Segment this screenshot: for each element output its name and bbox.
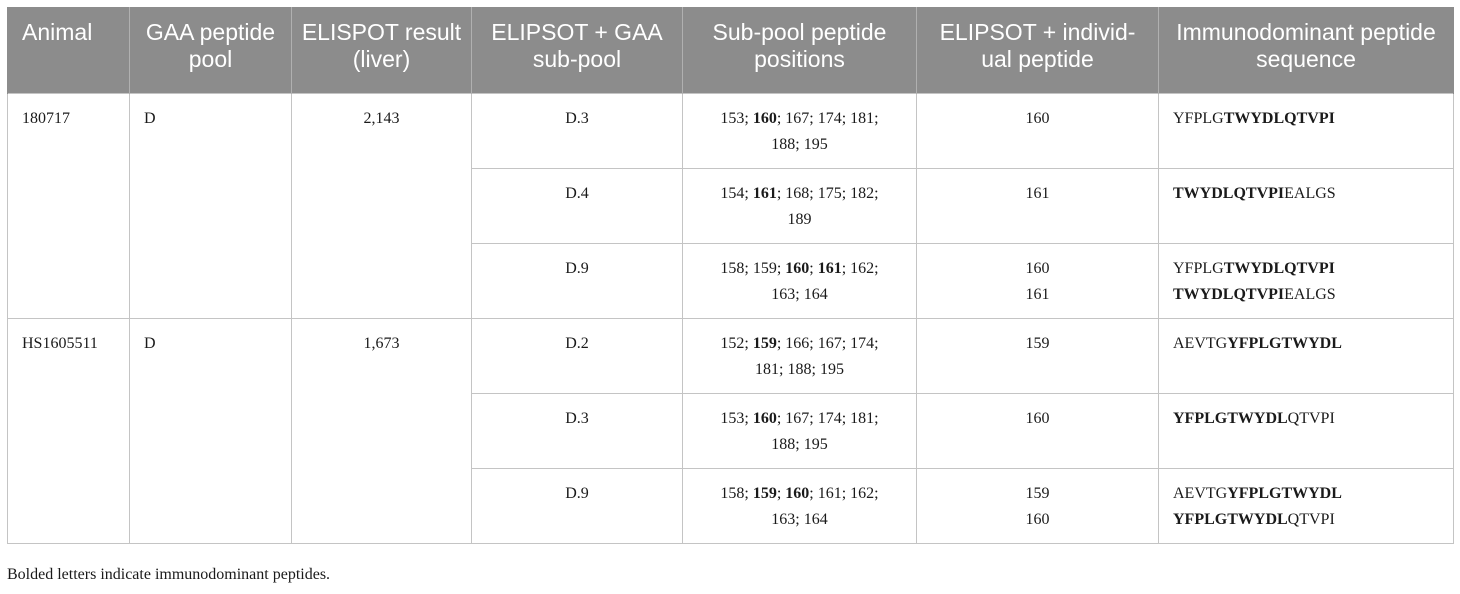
- header-subpool-positions: Sub-pool peptide positions: [683, 7, 917, 93]
- sequence-cell: [1159, 318, 1454, 393]
- sequence-line: [1173, 282, 1443, 308]
- text-segment: 188; 195: [771, 135, 828, 153]
- individual-cell: [917, 168, 1159, 243]
- results-table: [7, 7, 1454, 544]
- text-segment: 152;: [720, 334, 753, 352]
- sequence-cell: [1159, 93, 1454, 168]
- text-segment: QTVPI: [1287, 409, 1335, 427]
- table-body: [8, 93, 1454, 543]
- sequence-line: [1173, 481, 1443, 507]
- bold-segment: YFPLGTWYDL: [1227, 484, 1342, 502]
- positions-line: [693, 207, 906, 233]
- text-segment: 181; 188; 195: [755, 360, 844, 378]
- text-segment: 153;: [720, 109, 753, 127]
- table-footnote: Bolded letters indicate immunodominant peptides.: [7, 566, 331, 583]
- pool-cell: D: [130, 93, 292, 318]
- sequence-cell: [1159, 393, 1454, 468]
- individual-value: 160: [1025, 409, 1050, 427]
- positions-cell: [683, 468, 917, 543]
- bold-segment: 159: [752, 484, 777, 502]
- sequence-line: [1173, 256, 1443, 282]
- header-animal: Animal: [8, 7, 130, 93]
- positions-line: [693, 181, 906, 207]
- pool-cell: D: [130, 318, 292, 543]
- animal-cell: 180717: [8, 93, 130, 318]
- text-segment: 189: [787, 210, 812, 228]
- individual-cell: [917, 393, 1159, 468]
- bold-segment: TWYDLQTVPI: [1173, 285, 1285, 303]
- individual-cell: [917, 93, 1159, 168]
- bold-segment: YFPLGTWYDL: [1173, 510, 1288, 528]
- individual-value: 159: [1025, 334, 1050, 352]
- sequence-line: [1173, 507, 1443, 533]
- header-elispot-result: ELISPOT result (liver): [292, 7, 472, 93]
- individual-cell: [917, 318, 1159, 393]
- text-segment: ; 167; 174; 181;: [776, 409, 879, 427]
- positions-line: [693, 432, 906, 458]
- individual-value: 160: [1025, 109, 1050, 127]
- header-elipsot-individual: ELIPSOT + individ-ual peptide: [917, 7, 1159, 93]
- bold-segment: 161: [752, 184, 777, 202]
- positions-line: [693, 256, 906, 282]
- individual-value: 160: [1025, 510, 1050, 528]
- text-segment: YFPLG: [1173, 109, 1224, 127]
- bold-segment: 160: [752, 409, 777, 427]
- animal-cell: HS1605511: [8, 318, 130, 543]
- positions-line: [693, 106, 906, 132]
- bold-segment: YFPLGTWYDL: [1227, 334, 1342, 352]
- bold-segment: TWYDLQTVPI: [1223, 109, 1335, 127]
- text-segment: ; 161; 162;: [809, 484, 879, 502]
- table-container: [7, 7, 1453, 544]
- bold-segment: 160: [785, 484, 810, 502]
- header-gaa-peptide-pool: GAA peptide pool: [130, 7, 292, 93]
- positions-cell: [683, 243, 917, 318]
- header-immunodominant-sequence: Immunodominant peptide sequence: [1159, 7, 1454, 93]
- bold-segment: YFPLGTWYDL: [1173, 409, 1288, 427]
- subpool-cell: D.3: [472, 93, 683, 168]
- positions-line: [693, 357, 906, 383]
- text-segment: ; 168; 175; 182;: [776, 184, 879, 202]
- text-segment: 154;: [720, 184, 753, 202]
- individual-cell: [917, 243, 1159, 318]
- text-segment: QTVPI: [1287, 510, 1335, 528]
- bold-segment: TWYDLQTVPI: [1173, 184, 1285, 202]
- text-segment: ;: [776, 484, 786, 502]
- individual-value: 161: [1025, 285, 1050, 303]
- positions-line: [693, 331, 906, 357]
- sequence-cell: [1159, 243, 1454, 318]
- text-segment: 163; 164: [771, 285, 828, 303]
- sequence-line: [1173, 106, 1443, 132]
- bold-segment: 161: [817, 259, 842, 277]
- table-row: [8, 318, 1454, 393]
- text-segment: EALGS: [1284, 184, 1336, 202]
- sequence-line: [1173, 406, 1443, 432]
- sequence-cell: [1159, 168, 1454, 243]
- bold-segment: 160: [785, 259, 810, 277]
- subpool-cell: D.9: [472, 468, 683, 543]
- text-segment: EALGS: [1284, 285, 1336, 303]
- text-segment: AEVTG: [1173, 484, 1228, 502]
- text-segment: 153;: [720, 409, 753, 427]
- sequence-cell: [1159, 468, 1454, 543]
- text-segment: 188; 195: [771, 435, 828, 453]
- positions-line: [693, 481, 906, 507]
- text-segment: YFPLG: [1173, 259, 1224, 277]
- sequence-line: [1173, 331, 1443, 357]
- subpool-cell: D.4: [472, 168, 683, 243]
- text-segment: ; 167; 174; 181;: [776, 109, 879, 127]
- positions-cell: [683, 393, 917, 468]
- text-segment: ; 162;: [841, 259, 879, 277]
- text-segment: 158; 159;: [720, 259, 786, 277]
- text-segment: ; 166; 167; 174;: [776, 334, 879, 352]
- table-row: [8, 93, 1454, 168]
- bold-segment: 159: [752, 334, 777, 352]
- subpool-cell: D.9: [472, 243, 683, 318]
- positions-cell: [683, 168, 917, 243]
- subpool-cell: D.2: [472, 318, 683, 393]
- positions-line: [693, 507, 906, 533]
- positions-line: [693, 282, 906, 308]
- elispot-cell: 2,143: [292, 93, 472, 318]
- elispot-cell: 1,673: [292, 318, 472, 543]
- positions-line: [693, 132, 906, 158]
- positions-cell: [683, 318, 917, 393]
- positions-line: [693, 406, 906, 432]
- text-segment: 163; 164: [771, 510, 828, 528]
- text-segment: AEVTG: [1173, 334, 1228, 352]
- subpool-cell: D.3: [472, 393, 683, 468]
- individual-cell: [917, 468, 1159, 543]
- individual-value: 160: [1025, 259, 1050, 277]
- sequence-line: [1173, 181, 1443, 207]
- bold-segment: TWYDLQTVPI: [1223, 259, 1335, 277]
- header-elipsot-subpool: ELIPSOT + GAA sub-pool: [472, 7, 683, 93]
- individual-value: 159: [1025, 484, 1050, 502]
- individual-value: 161: [1025, 184, 1050, 202]
- text-segment: 158;: [720, 484, 753, 502]
- positions-cell: [683, 93, 917, 168]
- header-row: [8, 7, 1454, 93]
- bold-segment: 160: [752, 109, 777, 127]
- text-segment: ;: [809, 259, 818, 277]
